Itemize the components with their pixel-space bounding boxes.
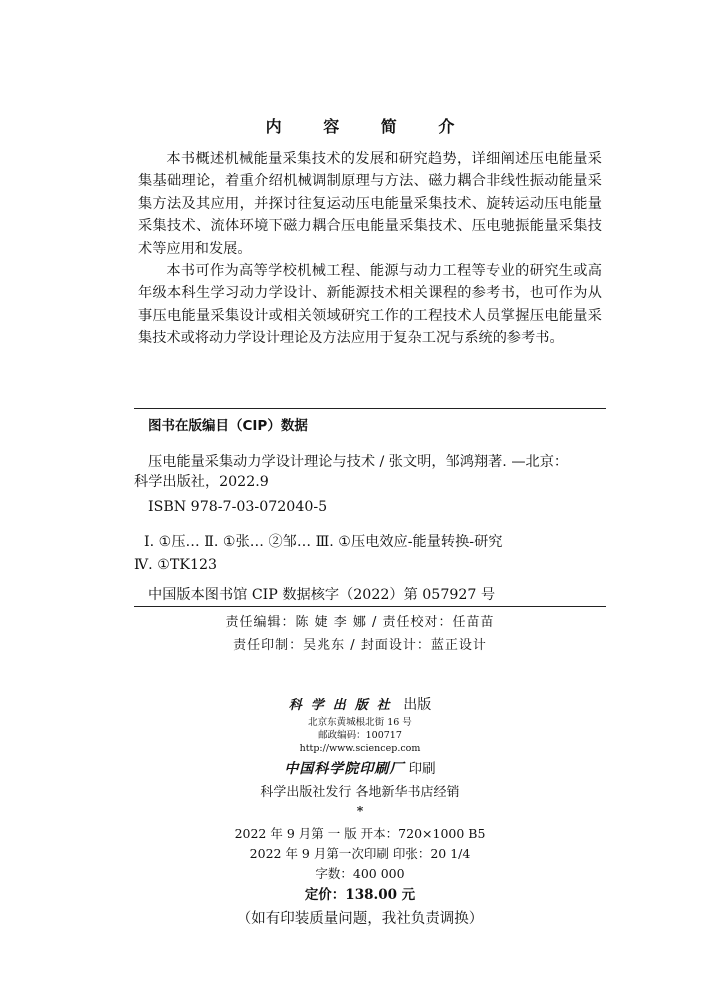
summary-body	[138, 148, 602, 350]
edition-line: 2022 年 9 月第 一 版 开本：720×1000 B5	[234, 826, 486, 841]
publisher-website: http://www.sciencep.com	[299, 743, 421, 754]
publisher-logo-text: 科学出版社	[288, 698, 399, 713]
cip-classification-line-2: Ⅳ. ①TK123	[134, 557, 218, 573]
cip-bottom-rule	[134, 606, 606, 607]
printer-suffix: 印刷	[408, 761, 436, 777]
quality-notice: （如有印装质量问题，我社负责调换）	[236, 911, 484, 927]
cip-heading: 图书在版编目（CIP）数据	[148, 418, 308, 434]
separator-star: *	[356, 803, 364, 818]
cip-isbn: ISBN 978-7-03-072040-5	[148, 499, 328, 515]
word-count: 字数：400 000	[315, 866, 405, 881]
publisher-suffix: 出版	[403, 697, 432, 713]
cip-publisher-line: 科学出版社，2022.9	[134, 474, 269, 490]
publisher-postcode: 邮政编码：100717	[318, 730, 402, 741]
price: 定价：138.00 元	[304, 887, 416, 903]
summary-paragraph-1: 本书概述机械能量采集技术的发展和研究趋势，详细阐述压电能量采集基础理论，着重介绍机械调制原理与方法、磁力耦合非线性振动能量采集方法及其应用，并探讨往复运动压电能量采集技术、旋转运动压电能量采集技术、流体环境下磁力耦合压电能量采集技术、压电驰振能量采集技术等应用和发展。	[138, 151, 602, 257]
cip-record-number: 中国版本图书馆 CIP 数据核字（2022）第 057927 号	[148, 587, 496, 603]
printing-line: 2022 年 9 月第一次印刷 印张：20 1/4	[249, 846, 471, 861]
staff-editors-line: 责任编辑：陈 婕 李 娜 / 责任校对：任苗苗	[225, 615, 495, 630]
cip-classification-line-1: Ⅰ. ①压… Ⅱ. ①张… ②邹… Ⅲ. ①压电效应-能量转换-研究	[144, 534, 503, 550]
publisher-name	[0, 694, 720, 714]
staff-production-line: 责任印制：吴兆东 / 封面设计：蓝正设计	[233, 638, 487, 653]
publisher-address: 北京东黄城根北街 16 号	[308, 717, 412, 728]
distribution-line: 科学出版社发行 各地新华书店经销	[260, 785, 460, 800]
summary-paragraph-2: 本书可作为高等学校机械工程、能源与动力工程等专业的研究生或高年级本科生学习动力学设计、新能源技术相关课程的参考书，也可作为从事压电能量采集设计或相关领域研究工作的工程技术人员掌握压电能量采集技术或将动力学设计理论及方法应用于复杂工况与系统的参考书。	[138, 263, 602, 347]
printer-line	[0, 757, 720, 778]
cip-title-line: 压电能量采集动力学设计理论与技术 / 张文明，邹鸿翔著. —北京：	[148, 454, 569, 470]
summary-title: 内 容 简 介	[265, 117, 473, 136]
cip-top-rule	[134, 408, 606, 409]
printer-logo-text: 中国科学院印刷厂	[284, 761, 405, 777]
